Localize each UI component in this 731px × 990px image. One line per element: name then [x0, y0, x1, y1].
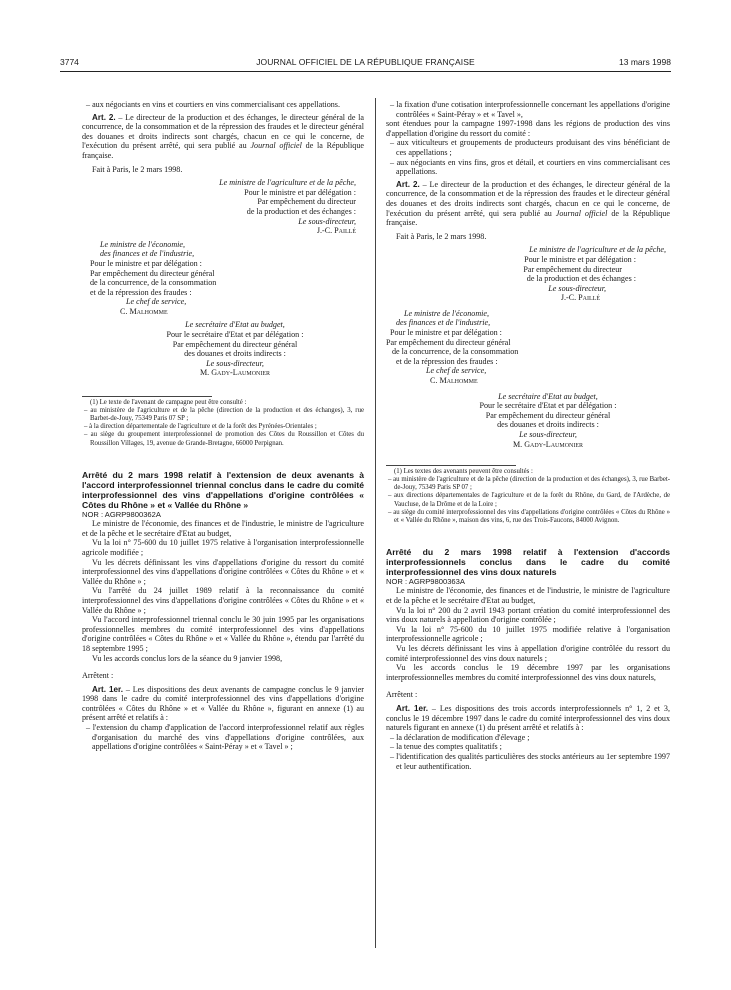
article-1-label: Art. 1er.	[396, 703, 429, 713]
sig-title: Le ministre de l'agriculture et de la pêche,	[529, 245, 666, 255]
sig-name: M. Gady-Laumonier	[199, 368, 271, 378]
article-2-label: Art. 2.	[92, 112, 116, 122]
article-2-label: Art. 2.	[396, 179, 420, 189]
visa-para: Vu l'arrêté du 24 juillet 1989 relatif à la reconnaissance du comité interprofessionnel des vins d'appellations d'origine contrôlées « Côtes du Rhône » et « Vallée du Rhône » ;	[82, 586, 364, 615]
sig-line: Par empêchement du directeur	[257, 197, 356, 207]
visa-para: Vu les décrets définissant les vins à appellation d'origine contrôlée du ressort du comité interprofessionnel des vins doux naturels ;	[386, 644, 670, 663]
sig-name: M. Gady-Laumonier	[512, 439, 584, 449]
article-2-text: – Le directeur de la production et des échanges, le directeur général de la concurrence, de la consommation et de la répression des fraudes et le directeur général des douanes et droits indirects sont chargés, chacun en ce qui le concerne, de l'exécution du présent arrêté, qui sera publié au	[82, 112, 364, 151]
signing-place-date: Fait à Paris, le 2 mars 1998.	[92, 164, 183, 174]
nor-reference: NOR : AGRP9800362A	[82, 509, 161, 519]
continued-item: – la fixation d'une cotisation interprofessionnelle concernant les appellations d'origine contrôlées « Saint-Péray » et « Tavel »,	[390, 100, 670, 119]
signature-agriculture	[386, 245, 670, 303]
sig-line: Pour le ministre et par délégation :	[244, 187, 356, 197]
sig-title: des finances et de l'industrie,	[396, 318, 491, 328]
sig-line: des douanes et droits indirects :	[497, 420, 599, 430]
sig-line: Pour le ministre et par délégation :	[390, 328, 502, 338]
extension-scope: sont étendues pour la campagne 1997-1998 dans les régions de production des vins d'appellation d'origine du ressort du comité :	[386, 119, 670, 138]
sig-name: J.-C. Paillé	[316, 226, 356, 236]
article-2-end: de la République française.	[386, 208, 670, 228]
signing-place-date: Fait à Paris, le 2 mars 1998.	[396, 231, 487, 241]
column-divider	[375, 98, 376, 948]
sig-line: Par empêchement du directeur	[523, 264, 622, 274]
left-column	[82, 100, 364, 752]
sig-title: des finances et de l'industrie,	[100, 249, 195, 259]
sig-title: Le ministre de l'agriculture et de la pêche,	[219, 178, 356, 188]
footnote-intro: (1) Le texte de l'avenant de campagne peut être consulté :	[90, 399, 247, 407]
article-2-text: – Le directeur de la production et des échanges, le directeur général de la concurrence, de la consommation et de la répression des fraudes et le directeur général des douanes et des droits indirects sont chargés, chacun en ce qui le concerne, de l'exécution du présent arrêté, qui sera publié au	[386, 179, 670, 218]
article-1	[386, 704, 670, 733]
sig-name: J.-C. Paillé	[560, 293, 600, 303]
header-rule	[60, 71, 671, 72]
sig-line: et de la répression des fraudes :	[90, 287, 192, 297]
visa-para: Vu la loi n° 200 du 2 avril 1943 portant création du comité interprofessionnel des vins doux naturels à appellation d'origine contrôlée ;	[386, 605, 670, 625]
journal-officiel-ref: Journal officiel	[555, 208, 608, 218]
footnote-rule	[82, 396, 212, 397]
arretent: Arrêtent :	[386, 690, 418, 700]
visa-para: Vu la loi n° 75-600 du 10 juillet 1975 relative à l'organisation interprofessionnelle agricole modifiée ;	[82, 538, 364, 557]
continued-item: – aux négociants en vins et courtiers en vins commercialisant ces appellations.	[86, 100, 340, 109]
visa-para: Vu les accords conclus le 19 décembre 1997 par les organisations interprofessionnelles membres du comité interprofessionnel des vins doux naturels,	[386, 663, 670, 682]
footnote-item: – au siège du comité interprofessionnel des vins d'appellations d'origine contrôlées « Côtes du Rhône » et « Vallée du Rhône », maison des vins, 6, rue des Trois-Faucons, 84000 Avignon.	[388, 508, 670, 524]
sig-title: Le ministre de l'économie,	[404, 308, 490, 318]
article-2	[386, 180, 670, 228]
right-column	[386, 100, 670, 771]
sig-line: de la production et des échanges :	[526, 274, 636, 284]
preamble-para: Le ministre de l'économie, des finances et de l'industrie, le ministre de l'agriculture et de la pêche et le secrétaire d'Etat au budget,	[82, 519, 364, 538]
sig-line: et de la répression des fraudes :	[396, 356, 498, 366]
sig-role: Le sous-directeur,	[548, 283, 606, 293]
sig-line: de la concurrence, de la consommation	[392, 347, 519, 357]
signature-budget	[386, 392, 670, 450]
sig-line: Par empêchement du directeur général	[386, 337, 511, 347]
sig-name: C. Malhomme	[120, 306, 168, 316]
signature-economie	[386, 309, 670, 386]
visa-para: Vu les accords conclus lors de la séance du 9 janvier 1998,	[92, 653, 283, 663]
article-1-item: – l'identification des qualités particulières des stocks antérieurs au 1er septembre 1997 et leur authentification.	[390, 751, 670, 771]
article-1-text: – Les dispositions des trois accords interprofessionnels n° 1, 2 et 3, conclus le 19 décembre 1997 dans le cadre du comité interprofessionnel des vins doux naturels figurant en annexe (1) du présent arrêté et relatifs à :	[386, 703, 670, 733]
scope-item: – aux négociants en vins fins, gros et détail, et courtiers en vins commercialisant ces appellations.	[390, 157, 670, 177]
sig-line: des douanes et droits indirects :	[184, 349, 286, 359]
preamble-para: Le ministre de l'économie, des finances et de l'industrie, le ministre de l'agriculture et de la pêche et le secrétaire d'Etat au budget,	[386, 586, 670, 606]
sig-line: de la production et des échanges :	[246, 206, 356, 216]
signature-agriculture	[82, 178, 364, 236]
article-2	[82, 113, 364, 161]
footnote-item: – au ministère de l'agriculture et de la pêche (direction de la production et des échanges), 3, rue Barbet-de-Jouy, 75349 Paris 07 SP ;	[84, 407, 364, 423]
sig-title: Le secrétaire d'Etat au budget,	[498, 391, 598, 401]
sig-title: Le ministre de l'économie,	[100, 239, 186, 249]
decree-title: Arrêté du 2 mars 1998 relatif à l'extension d'accords interprofessionnels conclus dans le cadre du comité interprofessionnel des vins doux naturels	[386, 546, 670, 577]
signature-economie	[82, 240, 364, 317]
issue-date: 13 mars 1998	[619, 57, 671, 67]
footnote	[82, 399, 364, 448]
sig-role: Le chef de service,	[126, 297, 187, 307]
sig-line: de la concurrence, de la consommation	[90, 278, 217, 288]
footnote-item: – aux directions départementales de l'agriculture et de la forêt du Rhône, du Gard, de l'Ardèche, de Vaucluse, de la Drôme et de la Loire ;	[388, 492, 670, 508]
sig-line: Pour le ministre et par délégation :	[90, 258, 202, 268]
sig-line: Par empêchement du directeur général	[172, 339, 298, 349]
footnote-item: – au ministère de l'agriculture et de la pêche (direction de la production et des échanges), 3, rue Barbet-de-Jouy, 75349 Paris SP 07 ;	[388, 476, 670, 492]
footnote-intro: (1) Les textes des avenants peuvent être consultés :	[394, 468, 533, 476]
sig-line: Par empêchement du directeur général	[485, 410, 611, 420]
article-1-item: – l'extension du champ d'application de l'accord interprofessionnel relatif aux règles d'organisation du marché des vins d'appellations d'origine contrôlées, aux appellations d'origine contrôlées « Saint-Péray » et « Tavel » ;	[86, 723, 364, 752]
visa-para: Vu l'accord interprofessionnel triennal conclu le 30 juin 1995 par les organisations professionnelles membres du comité interprofessionnel des vins d'appellations d'origine contrôlées « Côtes du Rhône » et « Vallée du Rhône », étendu par l'arrêté du 18 septembre 1995 ;	[82, 615, 364, 653]
footnote-item: – à la direction départementale de l'agriculture et de la forêt des Pyrénées-Orientales ;	[84, 423, 317, 431]
footnote	[386, 468, 670, 525]
sig-role: Le chef de service,	[426, 366, 487, 376]
article-2-end: de la République française.	[82, 141, 364, 160]
sig-name: C. Malhomme	[430, 376, 478, 386]
article-1-item: – la tenue des comptes qualitatifs ;	[390, 742, 502, 752]
sig-role: Le sous-directeur,	[206, 358, 264, 368]
decree-title: Arrêté du 2 mars 1998 relatif à l'extension de deux avenants à l'accord interprofessionnel triennal conclus dans le cadre du comité interprofessionnel des vins d'appellations d'origine contrôlées « Côtes du Rhône » et « Vallée du Rhône »	[82, 469, 364, 510]
journal-title: JOURNAL OFFICIEL DE LA RÉPUBLIQUE FRANÇAISE	[256, 57, 475, 67]
sig-line: Pour le ministre et par délégation :	[524, 254, 636, 264]
visa-para: Vu la loi n° 75-600 du 10 juillet 1975 modifiée relative à l'organisation interprofessionnelle agricole ;	[386, 624, 670, 644]
page-number: 3774	[60, 57, 79, 67]
sig-role: Le sous-directeur,	[519, 430, 577, 439]
footnote-rule	[386, 465, 516, 466]
article-1	[82, 685, 364, 723]
sig-line: Par empêchement du directeur général	[90, 268, 215, 278]
sig-line: Pour le secrétaire d'Etat et par délégation :	[166, 330, 304, 340]
signature-budget	[82, 320, 364, 378]
journal-officiel-ref: Journal officiel	[250, 141, 302, 151]
scope-item: – aux viticulteurs et groupements de producteurs produisant des vins bénéficiant de ces appellations ;	[390, 138, 670, 157]
sig-role: Le sous-directeur,	[298, 216, 356, 226]
article-1-label: Art. 1er.	[92, 684, 123, 694]
visa-para: Vu les décrets définissant les vins d'appellations d'origine du ressort du comité interprofessionnel des vins d'appellations d'origine contrôlées « Côtes du Rhône » et « Vallée du Rhône » ;	[82, 557, 364, 586]
arretent: Arrêtent :	[82, 671, 114, 681]
sig-title: Le secrétaire d'Etat au budget,	[185, 320, 285, 330]
article-1-text: – Les dispositions des deux avenants de campagne conclus le 9 janvier 1998 dans le cadre du comité interprofessionnel des vins d'appellations d'origine contrôlées « Côtes du Rhône » et « Vallée du Rhône », figurant en annexe (1) au présent arrêté et relatifs à :	[82, 684, 364, 723]
footnote-item: – au siège du groupement interprofessionnel de promotion des Côtes du Roussillon et Côtes du Roussillon Villages, 19, avenue de Grande-Bretagne, 66000 Perpignan.	[84, 431, 364, 447]
page-header	[60, 57, 671, 71]
article-1-item: – la déclaration de modification d'élevage ;	[390, 732, 530, 742]
nor-reference: NOR : AGRP9800363A	[386, 576, 465, 586]
sig-line: Pour le secrétaire d'Etat et par délégation :	[479, 401, 617, 411]
